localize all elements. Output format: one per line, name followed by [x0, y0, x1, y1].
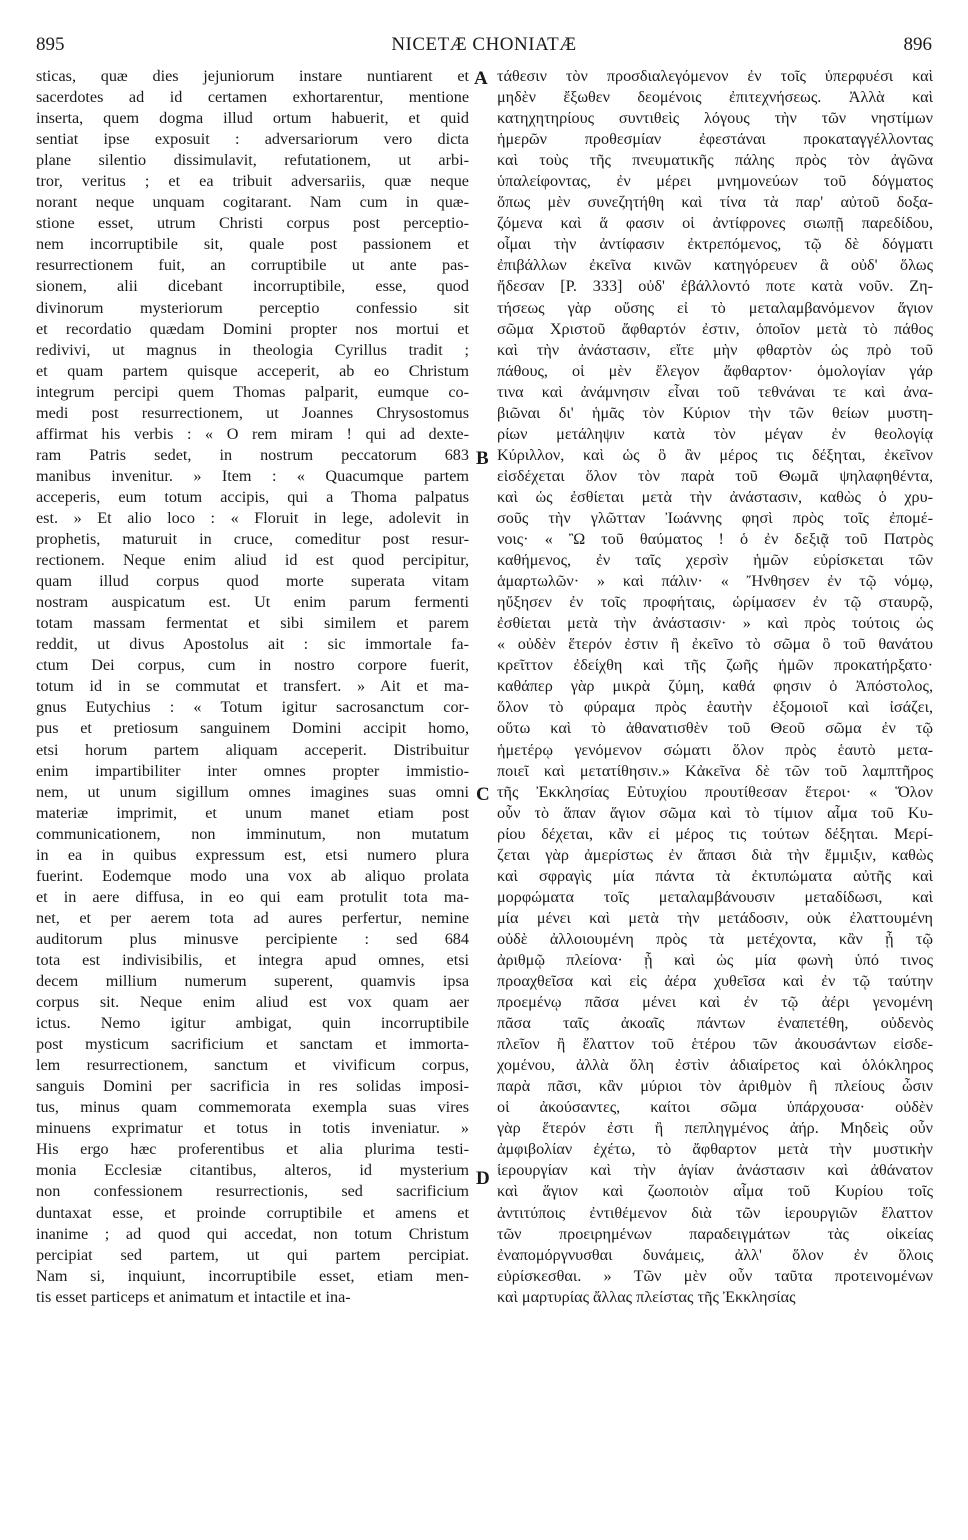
latin-text-line: ictus. Nemo igitur ambigat, quin incorruptibile: [36, 1014, 469, 1033]
greek-text-line: οὕτω καὶ τὸ ἀθανατισθὲν τοῦ Θεοῦ σῶμα ἐν τῷ: [497, 719, 933, 738]
latin-text-line: manibus invenitur. » Item : « Quacumque partem: [36, 466, 469, 485]
latin-text-line: in ea in quibus expressum est, etsi numero plura: [36, 845, 469, 864]
latin-column: [36, 66, 469, 1506]
greek-text-line: βιῶναι δι' ἡμᾶς τὸν Κύριον τὴν τῶν θείων μυστη-: [497, 403, 933, 422]
section-marker-b: B: [476, 448, 489, 469]
latin-text-line: totam massam fermentat et sibi similem et parem: [36, 614, 469, 633]
latin-text-line: fuerint. Eodemque modo una vox ab aliquo prolata: [36, 866, 469, 885]
latin-text-line: inanime ; ad quod qui accedat, non totum Christum: [36, 1224, 469, 1243]
latin-text-line: decem millium numerum superent, quamvis ipsa: [36, 972, 469, 991]
latin-text-line: enim impartibiliter inter omnes propter immistio-: [36, 761, 469, 780]
greek-text-line: παρὰ πᾶσι, κἂν μύριοι τὸν ἀριθμὸν ἢ πλείους ὦσιν: [497, 1077, 933, 1096]
latin-text-line: inserta, quem dogma illud ortum habuerit, et quid: [36, 109, 469, 128]
latin-text-line: norant neque unquam cogitarant. Nam cum in quæ-: [36, 193, 469, 212]
running-title: NICETÆ CHONIATÆ: [391, 34, 577, 55]
greek-text-line: οἶμαι τὴν ἀντίφασιν ἐκτρεπόμενος, τῷ δὲ δόγματι: [497, 235, 933, 254]
latin-text-line: redivivi, ut magnus in theologia Cyrillus tradit ;: [36, 340, 469, 359]
latin-text-line: auditorum plus minusve percipiente : sed 684: [36, 929, 469, 948]
section-marker-a: A: [474, 68, 488, 89]
greek-text-line: οὖν τὸ ἅπαν ἅγιον σῶμα καὶ τὸ τίμιον αἷμα τοῦ Κυ-: [497, 803, 933, 822]
greek-text-line: ζόμενα καὶ ἅ φασιν οἱ ἀντίφρονες σιωπῇ παρεδίδου,: [497, 214, 933, 233]
greek-text-line: οἱ ἀκούσαντες, καίτοι σῶμα ὑπάρχουσα· οὐδὲν: [497, 1098, 933, 1117]
latin-text-line: lem resurrectionem, sanctum et vivificum corpus,: [36, 1056, 469, 1075]
greek-text-line: τινα καὶ ἀνάμνησιν εἶναι τοῦ τεθνάναι τε καὶ ἀνα-: [497, 382, 933, 401]
latin-text-line: medi post resurrectionem, ut Joannes Chrysostomus: [36, 403, 469, 422]
latin-text-line: et in aere diffusa, in eo qui eam protulit tota ma-: [36, 887, 469, 906]
latin-text-line: reddit, ut divus Apostolus ait : sic immortale fa-: [36, 635, 469, 654]
page-number-left: 895: [36, 34, 65, 55]
greek-text-line: καθάπερ γὰρ μικρὰ ζύμη, καθά φησιν ὁ Ἀπόστολος,: [497, 677, 933, 696]
latin-text-line: corpus sit. Neque enim aliud est vox quam aer: [36, 993, 469, 1012]
greek-text-line: ἀριθμῷ πλείονα· ᾗ καὶ ὡς μία φωνὴ ὑπό τινος: [497, 950, 933, 969]
greek-text-line: καὶ σφραγὶς μία πάντα τὰ ἐκτυπώματα αὐτῆς καὶ: [497, 866, 933, 885]
latin-text-line: divinorum mysteriorum perceptio confessio sit: [36, 298, 469, 317]
greek-text-line: μορφώματα τοῖς μεταλαμβάνουσιν μεταδίδωσι, καὶ: [497, 887, 933, 906]
latin-text-line: monia Ecclesiæ citantibus, alteros, id mysterium: [36, 1161, 469, 1180]
greek-text-line: τάθεσιν τὸν προσδιαλεγόμενον ἐν τοῖς ὑπερφυέσι καὶ: [497, 67, 933, 85]
greek-text-line: ρίων μετάληψιν κατὰ τὸν μέγαν ἐν θεολογίᾳ: [497, 424, 933, 443]
greek-text-line: καὶ ὡς ἐσθίεται μετὰ τὴν ἀνάστασιν, καθὼς ὁ χρυ-: [497, 487, 933, 506]
greek-text-line: « οὐδὲν ἕτερόν ἐστιν ἢ ἐκεῖνο τὸ σῶμα ὃ τοῦ θανάτου: [497, 635, 933, 654]
latin-text-line: ram Patris sedet, in nostrum peccatorum 683: [36, 445, 469, 464]
latin-text-line: non confessionem resurrectionis, sed sacrificium: [36, 1182, 469, 1201]
latin-text-line: nem, ut unum sigillum omnes imagines suas omni: [36, 782, 469, 801]
latin-text-line: tota est indivisibilis, et integra apud omnes, etsi: [36, 950, 469, 969]
greek-text-line: κατηχητηρίους συντιθεὶς λόγους τὴν τῶν νηστίμων: [497, 109, 933, 128]
latin-text-line: post mysticum sacrificium et sanctam et immorta-: [36, 1035, 469, 1054]
latin-text-line: plane silentio dissimulavit, refutationem, ut arbi-: [36, 151, 469, 170]
latin-text-line: His ergo hæc proferentibus et alia plurima testi-: [36, 1140, 469, 1159]
greek-text-line: καὶ τοὺς τῆς πνευματικῆς πάλης πρὸς τὸν ἀγῶνα: [497, 151, 933, 170]
greek-text-line: τήσεως γὰρ οὔσης εἰ τὸ μεταλαμβανόμενον ἅγιον: [497, 298, 933, 317]
latin-text-line: communicationem, non imminutum, non mutatum: [36, 824, 469, 843]
latin-text-line: etsi horum partem aliquam acceperit. Distribuitur: [36, 740, 469, 759]
section-marker-d: D: [476, 1168, 490, 1189]
latin-text-line: pus et pretiosum sanguinem Domini accipit homo,: [36, 719, 469, 738]
latin-text-line: rectionem. Neque enim aliud id est quod percipitur,: [36, 551, 469, 570]
greek-text-line: καὶ ἅγιον καὶ ζωοποιὸν αἷμα τοῦ Κυρίου τοῖς: [497, 1182, 933, 1201]
latin-text-line: quam illud corpus quod morte superata vitam: [36, 572, 469, 591]
greek-text-line: εἰσδέχεται ὅλον τὸν παρὰ τοῦ Θωμᾶ ψηλαφηθέντα,: [497, 466, 933, 485]
greek-text-line: ἱερουργίαν καὶ τὴν ἁγίαν ἀνάστασιν καὶ ἀθάνατον: [497, 1161, 933, 1180]
latin-text-line: materiæ imprimit, et unum manet etiam post: [36, 803, 469, 822]
greek-text-line: εὑρίσκεσθαι. » Τῶν μὲν οὖν ταῦτα προτεινομένων: [497, 1266, 933, 1285]
greek-text-line: πᾶσα ταῖς ἀκοαῖς πάντων ἐναπετέθη, οὐδενὸς: [497, 1014, 933, 1033]
latin-text-line: percipiat sed partem, ut qui partem percipiat.: [36, 1245, 469, 1264]
latin-text-line: sanguis Domini per sacrificia in res solidas imposi-: [36, 1077, 469, 1096]
greek-text-line: καθήμενος, ἐν ταῖς χερσὶν ἡμῶν εὑρίσκεται τῶν: [497, 551, 933, 570]
greek-text-line: μηδὲν ἔξωθεν δεομένοις ἐπιτεχνήσεως. Ἀλλὰ καὶ: [497, 88, 933, 107]
latin-text-line: tror, veritus ; et ea tribuit adversariis, quæ neque: [36, 172, 469, 191]
greek-text-line: καὶ μαρτυρίας ἄλλας πλείστας τῆς Ἐκκλησίας: [497, 1287, 796, 1306]
greek-text-line: μία μένει καὶ μετὰ τὴν μετάδοσιν, οὐκ ἐλαττουμένη: [497, 908, 933, 927]
greek-text-line: χομένου, ἀλλὰ ὅλη ἐστὶν ἀδιαίρετος καὶ ὁλόκληρος: [497, 1056, 933, 1075]
running-header: [36, 34, 932, 58]
greek-text-line: ἤδεσαν [P. 333] οὐδ' ἐβάλλοντό ποτε κατὰ νοῦν. Ζη-: [497, 277, 933, 296]
latin-text-line: nostram auspicatum est. Ut enim parum fermenti: [36, 593, 469, 612]
greek-text-line: ἡμερῶν προθεσμίαν ἐφεστάναι προκαταγγέλλοντας: [497, 130, 933, 149]
latin-text-line: totum id in se commutat et transfert. » Ait et ma-: [36, 677, 469, 696]
latin-text-line: nem incorruptibile sit, quale post passionem et: [36, 235, 469, 254]
greek-text-line: ὑπαλείφοντας, ἐν μέρει μνημονεύων τοῦ δόγματος: [497, 172, 933, 191]
latin-text-line: sacerdotes ad id certamen exhortarentur, mentione: [36, 88, 469, 107]
greek-text-line: τῶν προειρημένων παραδειγμάτων τὰς οἰκείας: [497, 1224, 933, 1243]
greek-text-line: ἐπιβάλλων ἐκεῖνα κινῶν κατηγόρευεν ἃ οὐδ' ὅλως: [497, 256, 933, 275]
latin-text-line: acceperis, eum totum accipis, qui a Thoma palpatus: [36, 487, 469, 506]
latin-text-line: resurrectionem fuit, an corruptibile ut ante pas-: [36, 256, 469, 275]
greek-text-line: ὅλον τὸ φύραμα πρὸς ἑαυτὴν ἐξομοιοῖ καὶ ἰσάζει,: [497, 698, 933, 717]
latin-text-line: minuens exprimatur et totus in totis inveniatur. »: [36, 1119, 469, 1138]
greek-text-line: οὐδὲ ἀλλοιουμένη πρὸς τὰ μετέχοντα, κἂν ᾖ τῷ: [497, 929, 933, 948]
page-number-right: 896: [903, 34, 932, 55]
greek-text-line: προαχθεῖσα καὶ εἰς ἀέρα χυθεῖσα καὶ ἐν τῷ ταύτην: [497, 972, 933, 991]
greek-text-line: πλεῖον ἢ ἔλαττον τοῦ ἑτέρου τῶν ἀκουσάντων εἰσδε-: [497, 1035, 933, 1054]
greek-text-line: ἐναπομόργνυσθαι δυνάμεις, ἀλλ' ὅλον ἐν ὅλοις: [497, 1245, 933, 1264]
latin-text-line: et recordatio quædam Domini propter nos mortui et: [36, 319, 469, 338]
greek-text-line: σῶμα Χριστοῦ ἄφθαρτόν ἐστιν, ὁποῖον μετὰ τὸ πάθος: [497, 319, 933, 338]
section-marker-c: C: [476, 784, 490, 805]
greek-text-line: ζεται γὰρ ἀμερίστως ἐν ἅπασι διὰ τὴν ἔμμιξιν, καθὼς: [497, 845, 933, 864]
latin-text-line: duntaxat esse, et proinde corruptibile et amens et: [36, 1203, 469, 1222]
latin-text-line: Nam si, inquiunt, incorruptibile esset, etiam men-: [36, 1266, 469, 1285]
latin-text-line: net, et per aerem tota ad aures perfertur, nemine: [36, 908, 469, 927]
latin-text-line: est. » Et alio loco : « Floruit in lege, adolevit in: [36, 508, 469, 527]
greek-text-line: ηὔξησεν ἐν τοῖς προφήταις, ὡρίμασεν ἐν τῷ σταυρῷ,: [497, 593, 933, 612]
latin-text-line: ctum Dei corpus, cum in nostro corpore fuerit,: [36, 656, 469, 675]
latin-text-line: prophetis, maturuit in cruce, comeditur post resur-: [36, 530, 469, 549]
greek-text-line: ἀμφιβολίαν ἐχέτω, τὸ ἄφθαρτον μετὰ τὴν μυστικὴν: [497, 1140, 933, 1159]
greek-text-line: κρεῖττον ἐδείχθη καὶ τῆς ζωῆς ἡμῶν προκατήρξατο·: [497, 656, 933, 675]
latin-text-line: sentiat ipse exposuit : adversariorum vero dicta: [36, 130, 469, 149]
greek-text-line: προεμένῳ πᾶσα μένει καὶ ἐν τῷ ἀέρι γενομένη: [497, 993, 933, 1012]
latin-text-line: sticas, quæ dies jejuniorum instare nuntiarent et: [36, 67, 469, 85]
latin-text-line: tis esset particeps et animatum et intactile et ina-: [36, 1287, 351, 1306]
greek-text-line: ἐσθίεται μετὰ τὴν ἀνάστασιν· » καὶ πρὸς τούτοις ὡς: [497, 614, 933, 633]
greek-column: [497, 66, 933, 1506]
greek-text-line: ἡμετέρῳ γενόμενον σώματι ὅλον πρὸς ἑαυτὸ μετα-: [497, 740, 933, 759]
latin-text-line: et quam partem quisque acceperit, ab eo Christum: [36, 361, 469, 380]
greek-text-line: νοις· « Ὢ τοῦ θαύματος ! ὁ ἐν δεξιᾷ τοῦ Πατρὸς: [497, 530, 933, 549]
latin-text-line: gnus Eutychius : « Totum igitur sacrosanctum cor-: [36, 698, 469, 717]
greek-text-line: ἁμαρτωλῶν· » καὶ πάλιν· « Ἤνθησεν ἐν τῷ νόμῳ,: [497, 572, 933, 591]
greek-text-line: πάθους, οἱ μὲν ἔλεγον ἄφθαρτον· ὁμολογίαν γάρ: [497, 361, 933, 380]
greek-text-line: ποιεῖ καὶ μετατίθησιν.» Κἀκεῖνα δὲ τῶν τοῦ λαμπτῆρος: [497, 761, 933, 780]
latin-text-line: affirmat his verbis : « O rem miram ! qui ad dexte-: [36, 424, 469, 443]
latin-text-line: tus, minus quam commemorata exempla suas vires: [36, 1098, 469, 1117]
greek-text-line: ἀντιτύποις ἐντιθέμενον διὰ τῶν ἱερουργιῶν ἔλαττον: [497, 1203, 933, 1222]
greek-text-line: ρίου δέχεται, κἂν εἰ μέρος τις τούτων δέξηται. Μερί-: [497, 824, 933, 843]
latin-text-line: stione esset, utrum Christi corpus post perceptio-: [36, 214, 469, 233]
latin-text-line: sionem, alii dicebant incorruptibile, esse, quod: [36, 277, 469, 296]
greek-text-line: ὅπως μὲν συνεζητήθη καὶ τίνα τὰ παρ' αὐτοῦ δοξα-: [497, 193, 933, 212]
greek-text-line: καὶ τὴν ἀνάστασιν, εἴτε μὴν φθαρτὸν ὡς πρὸ τοῦ: [497, 340, 933, 359]
latin-text-line: integrum percipi quem Thomas palparit, eumque co-: [36, 382, 469, 401]
greek-text-line: γὰρ ἕτερόν ἐστι ἢ πεπληγμένος ἀήρ. Μηδεὶς οὖν: [497, 1119, 933, 1138]
greek-text-line: Κύριλλον, καὶ ὡς ὃ ἂν μέρος τις δέξηται, ἐκεῖνον: [497, 445, 933, 464]
greek-text-line: τῆς Ἐκκλησίας Εὐτυχίου προυτίθεσαν ἕτεροι· « Ὅλον: [497, 782, 933, 801]
greek-text-line: σοῦς τὴν γλῶτταν Ἰωάννης φησὶ πρὸς τοῖς ἐπομέ-: [497, 508, 933, 527]
